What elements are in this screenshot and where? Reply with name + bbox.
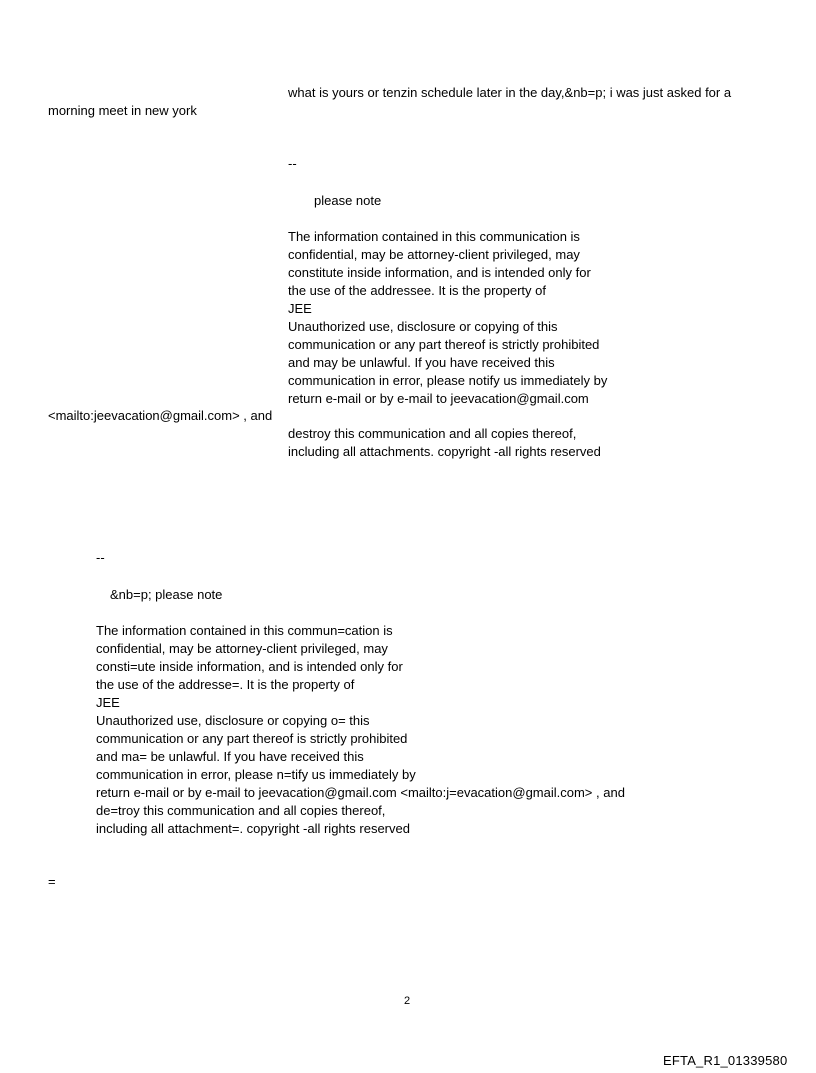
sig1-tail-line: destroy this communication and all copies thereof,	[288, 426, 577, 441]
sig2-please-note: &nb=p; please note	[110, 587, 223, 602]
sig1-disclaimer	[288, 228, 607, 408]
sig2-line: consti=ute inside information, and is intended only for	[96, 659, 403, 674]
sig2-line: including all attachment=. copyright -all rights reserved	[96, 821, 410, 836]
sig2-line: Unauthorized use, disclosure or copying o= this	[96, 713, 370, 728]
sig2-separator: --	[96, 550, 105, 565]
sig1-line: and may be unlawful. If you have received this	[288, 355, 555, 370]
sig1-line: the use of the addressee. It is the property of	[288, 283, 546, 298]
sig2-line: The information contained in this commun=cation is	[96, 623, 393, 638]
page-number: 2	[404, 995, 411, 1007]
sig1-line: The information contained in this communication is	[288, 229, 580, 244]
sig2-line: communication or any part thereof is strictly prohibited	[96, 731, 408, 746]
sig2-line: communication in error, please n=tify us immediately by	[96, 767, 416, 782]
sig1-tail-line: including all attachments. copyright -all rights reserved	[288, 444, 601, 459]
sig2-line: and ma= be unlawful. If you have received this	[96, 749, 364, 764]
sig1-line: confidential, may be attorney-client privileged, may	[288, 247, 580, 262]
sig2-line: JEE	[96, 695, 120, 710]
sig2-line: return e-mail or by e-mail to jeevacation@gmail.com <mailto:j=evacation@gmail.com> , and	[96, 785, 625, 800]
sig1-line: constitute inside information, and is intended only for	[288, 265, 591, 280]
sig2-disclaimer	[96, 622, 625, 838]
sig1-line: communication in error, please notify us immediately by	[288, 373, 608, 388]
document-reference: EFTA_R1_01339580	[663, 1053, 788, 1068]
sig2-line: the use of the addresse=. It is the property of	[96, 677, 355, 692]
sig1-mailto-line: <mailto:jeevacation@gmail.com> , and	[48, 408, 273, 423]
sig1-line: communication or any part thereof is strictly prohibited	[288, 337, 600, 352]
sig1-line: Unauthorized use, disclosure or copying of this	[288, 319, 558, 334]
sig1-please-note: please note	[314, 193, 382, 208]
message-line-1: what is yours or tenzin schedule later in the day,&nb=p; i was just asked for a	[288, 85, 732, 100]
sig1-tail	[288, 425, 601, 461]
sig2-line: confidential, may be attorney-client privileged, may	[96, 641, 388, 656]
sig2-line: de=troy this communication and all copies thereof,	[96, 803, 386, 818]
sig1-line: return e-mail or by e-mail to jeevacation@gmail.com	[288, 391, 589, 406]
sig1-line: JEE	[288, 301, 312, 316]
equals-mark: =	[48, 874, 56, 889]
sig1-separator: --	[288, 156, 297, 171]
message-line-2: morning meet in new york	[48, 103, 197, 118]
